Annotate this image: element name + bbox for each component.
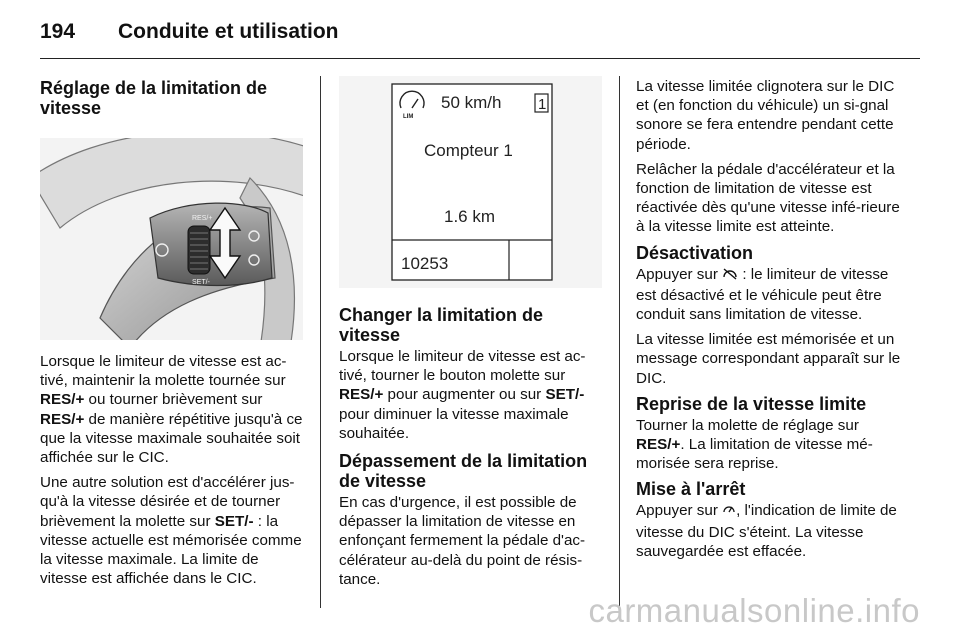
- dic-display-figure: [339, 76, 602, 288]
- header-rule: [40, 58, 920, 59]
- heading-off: Mise à l'arrêt: [636, 479, 746, 500]
- heading-exceed-limit: Dépassement de la limitation de vitesse: [339, 451, 588, 492]
- paragraph-memorized: La vitesse limitée est mémorisée et un message correspondant apparaît sur le DIC.: [636, 331, 901, 387]
- dic-counter-label: Compteur 1: [424, 141, 513, 160]
- column-divider-2: [619, 76, 620, 608]
- column-2-body: [339, 305, 603, 595]
- section-heading-speed-limit: Réglage de la limitation de vitesse: [40, 78, 268, 118]
- column-3-body: [636, 77, 904, 567]
- limiter-off-icon: [722, 267, 738, 286]
- dic-speed: 50 km/h: [441, 93, 502, 112]
- heading-resume: Reprise de la vitesse limite: [636, 393, 867, 414]
- speed-limiter-icon-inline: [722, 503, 736, 522]
- paragraph-alternative: Une autre solution est d'accélérer jus-qu'à la vitesse désirée et de tourner brièvement la molette sur SET/- : la vitesse actuelle est mémorisée comme la vitesse maximale. La limite de vitesse est affichée dans le CIC.: [40, 474, 302, 588]
- paragraph-deactivation: Appuyer sur : le limiteur de vitesse est désactivé et le véhicule peut être conduit sans limitation de vitesse.: [636, 265, 889, 324]
- heading-deactivation: Désactivation: [636, 242, 754, 263]
- steering-wheel-illustration: [40, 138, 303, 340]
- column-1-body: [40, 352, 304, 594]
- column-1: [40, 78, 304, 120]
- page-number: 194: [40, 20, 76, 43]
- page-header: [40, 18, 920, 58]
- dic-odometer: 10253: [401, 254, 449, 273]
- lim-label: LIM: [403, 114, 414, 120]
- steering-wheel-figure: [40, 138, 303, 340]
- chapter-title: Conduite et utilisation: [118, 20, 339, 43]
- paragraph-resume: Tourner la molette de réglage sur RES/+. La limitation de vitesse mé-morisée sera reprise.: [636, 416, 873, 473]
- paragraph-exceed-limit: En cas d'urgence, il est possible de dépasser la limitation de vitesse en enfonçant fermement la pédale d'ac-célérateur au-delà du point de résis-tance.: [339, 494, 586, 588]
- paragraph-change-limit: Lorsque le limiteur de vitesse est ac-tivé, tourner le bouton molette sur RES/+ pour augmenter ou sur SET/- pour diminuer la vitesse maximale souhaitée.: [339, 348, 586, 442]
- dic-distance: 1.6 km: [444, 207, 496, 226]
- res-label: RES/+: [192, 215, 213, 222]
- watermark: carmanualsonline.info: [588, 592, 920, 629]
- paragraph-blink: La vitesse limitée clignotera sur le DIC et (en fonction du véhicule) un si-gnal sonore se fera entendre pendant cette période.: [636, 78, 895, 153]
- heading-change-limit: Changer la limitation de vitesse: [339, 305, 544, 345]
- paragraph-release: Relâcher la pédale d'accélérateur et la fonction de limitation de vitesse est réactivée dès qu'une vitesse infé-rieure à la vitesse limite est atteinte.: [636, 160, 900, 236]
- dic-display-illustration: [339, 76, 602, 288]
- column-divider-1: [320, 76, 321, 608]
- set-label: SET/-: [192, 279, 210, 286]
- paragraph-off: Appuyer sur , l'indication de limite de vitesse du DIC s'éteint. La vitesse sauvegardée est effacée.: [636, 502, 897, 560]
- paragraph-maintain-wheel: Lorsque le limiteur de vitesse est ac-tivé, maintenir la molette tournée sur RES/+ ou tourner brièvement sur RES/+ de manière répétitive jusqu'à ce que la vitesse maximale souhaitée soit affichée sur le CIC.: [40, 353, 303, 467]
- dic-trip-number: 1: [538, 96, 547, 113]
